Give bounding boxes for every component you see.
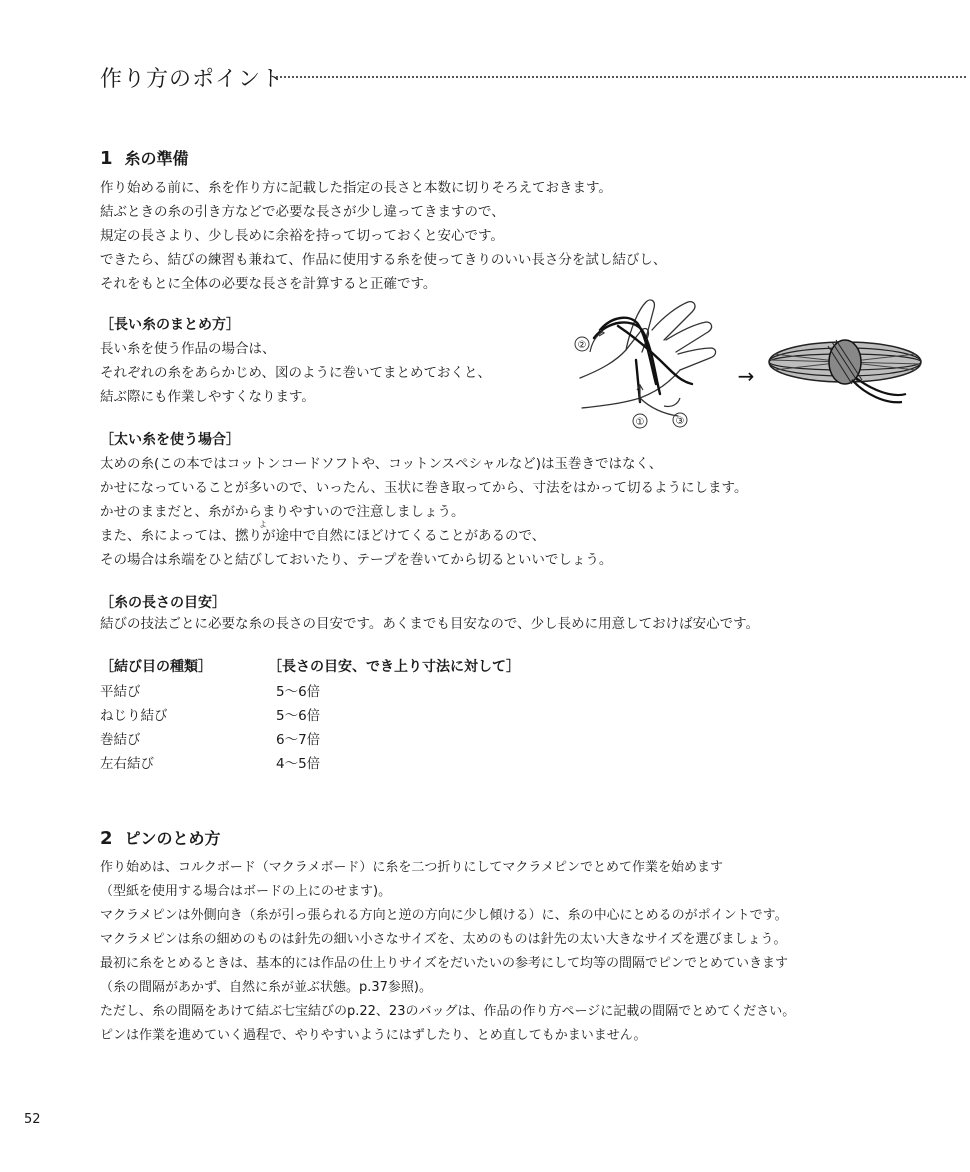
long-thread-heading: ［長い糸のまとめ方］	[100, 317, 240, 333]
paragraph-line: 作り始めは、コルクボード（マクラメボード）に糸を二つ折りにしてマクラメピンでとめて作業を始めます	[100, 860, 723, 875]
paragraph-line: （型紙を使用する場合はボードの上にのせます)。	[100, 884, 392, 899]
section-2-number: 2	[100, 828, 113, 849]
paragraph-line: 長い糸を使う作品の場合は、	[100, 341, 276, 357]
step-2-label: ②	[577, 340, 587, 351]
section-2-heading	[100, 826, 221, 849]
paragraph-line: 結ぶときの糸の引き方などで必要な長さが少し違ってきますので、	[100, 204, 505, 220]
paragraph-line: 太めの糸(この本ではコットンコードソフトや、コットンスペシャルなど)は玉巻きではなく、	[100, 456, 663, 472]
section-1-title: 糸の準備	[124, 149, 189, 168]
paragraph-line: マクラメピンは外側向き（糸が引っ張られる方向と逆の方向に少し傾ける）に、糸の中心にとめるのがポイントです。	[100, 908, 788, 923]
knot-type-cell: 平結び	[100, 684, 141, 700]
length-cell: 5〜6倍	[276, 684, 321, 700]
length-cell: 4〜5倍	[276, 756, 321, 772]
paragraph-line: それぞれの糸をあらかじめ、図のように巻いてまとめておくと、	[100, 365, 491, 381]
paragraph-line: ピンは作業を進めていく過程で、やりやすいようにはずしたり、とめ直してもかまいません。	[100, 1028, 647, 1043]
paragraph-line: それをもとに全体の必要な長さを計算すると正確です。	[100, 276, 437, 292]
thick-thread-heading: ［太い糸を使う場合］	[100, 432, 240, 448]
furigana: よ	[259, 520, 267, 529]
paragraph-line: かせのままだと、糸がからまりやすいので注意しましょう。	[100, 504, 465, 520]
knot-type-cell: 巻結び	[100, 732, 141, 748]
step-1-label: ①	[635, 417, 645, 428]
paragraph-line: ただし、糸の間隔をあけて結ぶ七宝結びのp.22、23のバッグは、作品の作り方ページに記載の間隔でとめてください。	[100, 1004, 796, 1019]
length-guide-intro	[100, 612, 759, 636]
column-header-knot-type: ［結び目の種類］	[100, 659, 212, 675]
section-1-paragraph	[100, 176, 666, 296]
hand-drawing	[577, 300, 716, 416]
section-1-heading	[100, 146, 189, 169]
coiled-bundle-drawing	[769, 340, 921, 402]
knot-type-cell: 左右結び	[100, 756, 154, 772]
page-title: 作り方のポイント	[100, 67, 285, 92]
thick-thread-text	[100, 452, 747, 572]
length-cell: 6〜7倍	[276, 732, 321, 748]
paragraph-line: かせになっていることが多いので、いったん、玉状に巻き取ってから、寸法をはかって切るようにします。	[100, 480, 748, 496]
paragraph-line: （糸の間隔があかず、自然に糸が並ぶ状態。p.37参照)。	[100, 980, 432, 995]
thread-winding-illustration	[560, 290, 935, 430]
arrow-right-icon: →	[737, 364, 755, 388]
column-header-length: ［長さの目安、でき上り寸法に対して］	[268, 659, 520, 675]
section-1-number: 1	[100, 148, 113, 169]
long-thread-text	[100, 337, 491, 409]
paragraph-line: 結ぶ際にも作業しやすくなります。	[100, 389, 315, 405]
paragraph-line: 最初に糸をとめるときは、基本的には作品の仕上りサイズをだいたいの参考にして均等の間隔でピンでとめていきます	[100, 956, 788, 971]
paragraph-line: できたら、結びの練習も兼ねて、作品に使用する糸を使ってきりのいい長さ分を試し結びし、	[100, 252, 667, 268]
paragraph-line: また、糸によっては、撚りが途中で自然にほどけてくることがあるので、	[100, 528, 546, 544]
step-3-label: ③	[675, 416, 685, 427]
length-cell: 5〜6倍	[276, 708, 321, 724]
section-2-title: ピンのとめ方	[124, 829, 221, 848]
paragraph-line: マクラメピンは糸の細めのものは針先の細い小さなサイズを、太めのものは針先の太い大きなサイズを選びましょう。	[100, 932, 787, 947]
paragraph-line: 規定の長さより、少し長めに余裕を持って切っておくと安心です。	[100, 228, 504, 244]
knot-type-cell: ねじり結び	[100, 708, 168, 724]
length-guide-heading: ［糸の長さの目安］	[100, 595, 226, 611]
page-number: 52	[24, 1112, 41, 1127]
paragraph-line: その場合は糸端をひと結びしておいたり、テープを巻いてから切るといいでしょう。	[100, 552, 613, 568]
title-dotted-leader	[276, 76, 966, 78]
direction-arrows	[590, 330, 680, 407]
paragraph-line: 作り始める前に、糸を作り方に記載した指定の長さと本数に切りそろえておきます。	[100, 180, 612, 196]
paragraph-line: 結びの技法ごとに必要な糸の長さの目安です。あくまでも目安なので、少し長めに用意しておけば安心です。	[100, 616, 760, 632]
section-2-paragraph	[100, 856, 795, 1048]
